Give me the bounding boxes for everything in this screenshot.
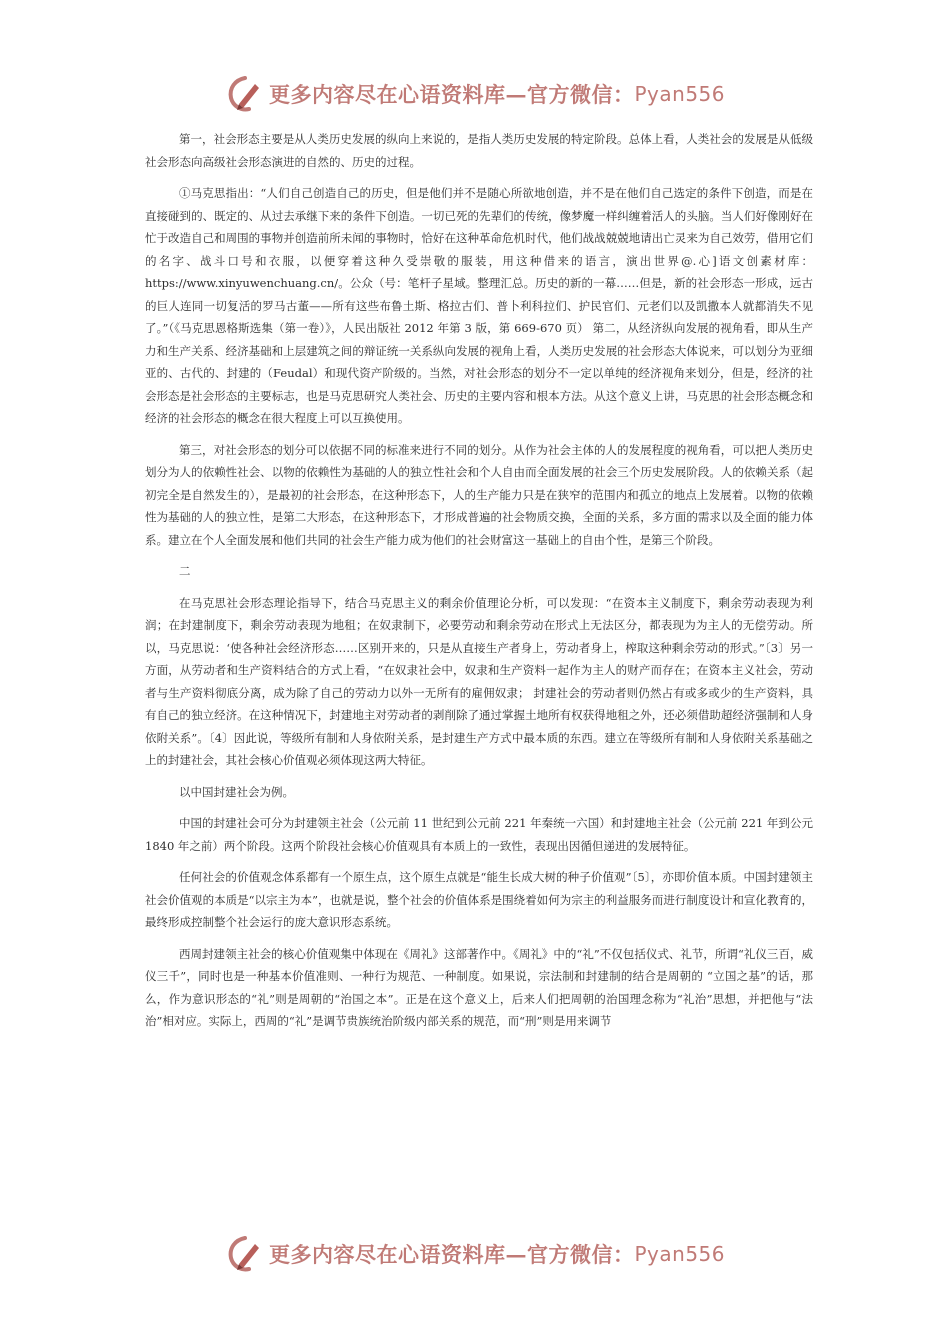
paragraph-2: ①马克思指出：“人们自己创造自己的历史，但是他们并不是随心所欲地创造，并不是在他们自己选定的条件下创造，而是在直接碰到的、既定的、从过去承继下来的条件下创造。一切已死的先辈们的传统，像梦魔一样纠缠着活人的头脑。当人们好像刚好在忙于改造自己和周围的事物并创造前所未闻的事物时，恰好在这种革命危机时代，他们战战兢兢地请出亡灵来为自己效劳，借用它们的名字、战斗口号和衣服，以便穿着这种久受崇敬的服装，用这种借来的语言，演出世界@.心]语文创素材库：https://www.xinyuwenchuang.cn/。公众（号：笔杆子星域。整理汇总。历史的新的一幕……但是，新的社会形态一形成，远古的巨人连同一切复活的罗马古董——所有这些布鲁土斯、格拉古们、普卜利科拉们、护民官们、元老们以及凯撒本人就都消失不见了。”（《马克思恩格斯选集（第一卷）》，人民出版社 2012 年第 3 版，第 669-670 页） 第二，从经济纵向发展的视角看，即从生产力和生产关系、经济基础和上层建筑之间的辩证统一关系纵向发展的视角上看，人类历史发展的社会形态大体说来，可以划分为亚细亚的、古代的、封建的（Feudal）和现代资产阶级的。当然，对社会形态的划分不一定以单纯的经济视角来划分，但是，经济的社会形态是社会形态的主要标志，也是马克思研究人类社会、历史的主要内容和根本方法。从这个意义上讲，马克思的社会形态概念和经济的社会形态的概念在很大程度上可以互换使用。	[145, 186, 813, 425]
footer-banner	[0, 1232, 950, 1276]
wechat-id: Pyan556	[634, 82, 725, 106]
wechat-id: Pyan556	[634, 1242, 725, 1266]
paragraph-8: 西周封建领主社会的核心价值观集中体现在《周礼》这部著作中。《周礼》中的“礼”不仅包括仪式、礼节，所谓“礼仪三百，威仪三千”，同时也是一种基本价值准则、一种行为规范、一种制度。如果说，宗法制和封建制的结合是周朝的 “立国之基”的话，那么，作为意识形态的“礼”则是周朝的“治国之本”。正是在这个意义上，后来人们把周朝的治国理念称为“礼治”思想，并把他与“法治”相对应。实际上，西周的“礼”是调节贵族统治阶级内部关系的规范，而“刑”则是用来调节	[145, 946, 813, 1028]
banner-title: 更多内容尽在心语资料库—官方微信：	[268, 82, 635, 107]
section-number: 二	[179, 564, 191, 578]
pen-logo-icon	[225, 74, 265, 114]
paragraph-1: 第一，社会形态主要是从人类历史发展的纵向上来说的，是指人类历史发展的特定阶段。总体上看，人类社会的发展是从低级社会形态向高级社会形态演进的自然的、历史的过程。	[145, 132, 813, 169]
paragraph-4: 在马克思社会形态理论指导下，结合马克思主义的剩余价值理论分析，可以发现：“在资本主义制度下，剩余劳动表现为利润；在封建制度下，剩余劳动表现为地租；在奴隶制下，必要劳动和剩余劳动在形式上无法区分，都表现为为主人的无偿劳动。所以，马克思说：‘使各种社会经济形态……区别开来的，只是从直接生产者身上，劳动者身上，榨取这种剩余劳动的形式。”〔3〕另一方面，从劳动者和生产资料结合的方式上看，“在奴隶社会中，奴隶和生产资料一起作为主人的财产而存在；在资本主义社会，劳动者与生产资料彻底分离，成为除了自己的劳动力以外一无所有的雇佣奴隶； 封建社会的劳动者则仍然占有或多或少的生产资料，具有自己的独立经济。在这种情况下，封建地主对劳动者的剥削除了通过掌握土地所有权获得地租之外，还必须借助超经济强制和人身依附关系”。〔4〕因此说，等级所有制和人身依附关系，是封建生产方式中最本质的东西。建立在等级所有制和人身依附关系基础之上的封建社会，其社会核心价值观必须体现这两大特征。	[145, 595, 813, 767]
paragraph-7: 任何社会的价值观念体系都有一个原生点，这个原生点就是“能生长成大树的种子价值观”〔5〕，亦即价值本质。中国封建领主社会价值观的本质是“以宗主为本”，也就是说，整个社会的价值体系是围绕着如何为宗主的利益服务而进行制度设计和宣化教育的，最终形成控制整个社会运行的庞大意识形态系统。	[145, 870, 813, 929]
paragraph-3: 第三，对社会形态的划分可以依据不同的标准来进行不同的划分。从作为社会主体的人的发展程度的视角看，可以把人类历史划分为人的依赖性社会、以物的依赖性为基础的人的独立性社会和个人自由而全面发展的社会三个历史发展阶段。人的依赖关系（起初完全是自然发生的），是最初的社会形态，在这种形态下，人的生产能力只是在狭窄的范围内和孤立的地点上发展着。以物的依赖性为基础的人的独立性，是第二大形态，在这种形态下，才形成普遍的社会物质交换，全面的关系，多方面的需求以及全面的能力体系。建立在个人全面发展和他们共同的社会生产能力成为他们的社会财富这一基础上的自由个性，是第三个阶段。	[145, 442, 813, 547]
paragraph-5: 以中国封建社会为例。	[179, 784, 294, 799]
document-body	[145, 128, 813, 1042]
pen-logo-icon	[225, 1234, 265, 1274]
header-banner	[0, 72, 950, 116]
banner-title: 更多内容尽在心语资料库—官方微信：	[268, 1242, 635, 1267]
paragraph-6: 中国的封建社会可分为封建领主社会（公元前 11 世纪到公元前 221 年秦统一六国）和封建地主社会（公元前 221 年到公元 1840 年之前）两个阶段。这两个阶段社会核心价值观具有本质上的一致性，表现出因循但递进的发展特征。	[145, 816, 813, 853]
